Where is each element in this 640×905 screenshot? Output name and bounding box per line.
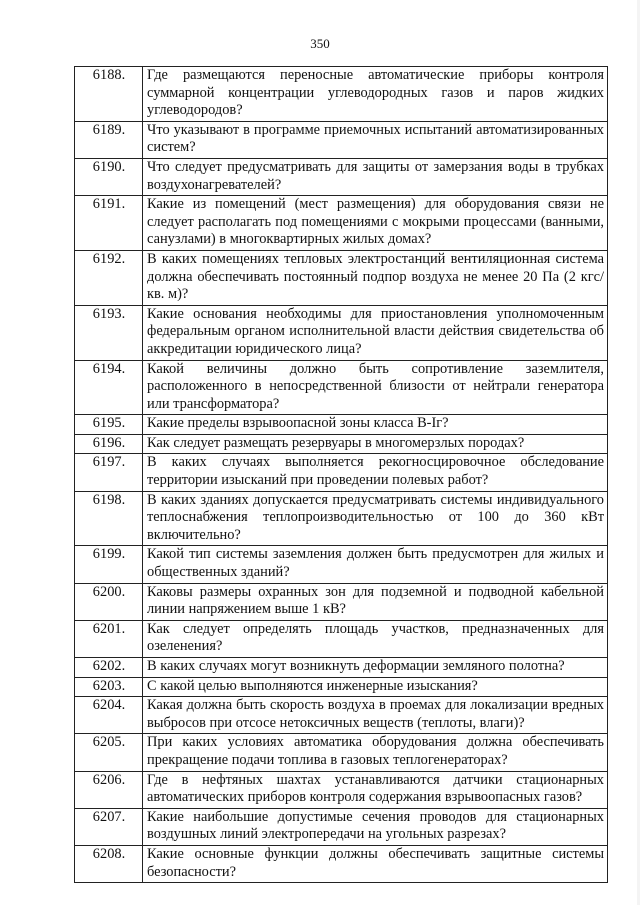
table-row bbox=[75, 677, 608, 697]
question-number: 6189. bbox=[75, 121, 143, 158]
questions-table-body bbox=[75, 67, 608, 883]
table-row bbox=[75, 620, 608, 657]
question-text: Какие основания необходимы для приостановления уполномоченным федеральным органом исполнительной власти действия свидетельства об аккредитации юридического лица? bbox=[143, 305, 608, 360]
question-number: 6199. bbox=[75, 546, 143, 583]
table-row bbox=[75, 415, 608, 435]
question-text: В каких случаях выполняется рекогносцировочное обследование территории изысканий при проведении полевых работ? bbox=[143, 454, 608, 491]
question-number: 6204. bbox=[75, 697, 143, 734]
question-number: 6192. bbox=[75, 250, 143, 305]
page-number: 350 bbox=[310, 36, 330, 51]
question-number: 6196. bbox=[75, 434, 143, 454]
table-row bbox=[75, 360, 608, 415]
question-text: Какой величины должно быть сопротивление заземлителя, расположенного в непосредственной близости от нейтрали генератора или трансформатора? bbox=[143, 360, 608, 415]
question-number: 6208. bbox=[75, 845, 143, 882]
table-row bbox=[75, 546, 608, 583]
table-row bbox=[75, 305, 608, 360]
question-text: Какой тип системы заземления должен быть предусмотрен для жилых и общественных зданий? bbox=[143, 546, 608, 583]
table-row bbox=[75, 250, 608, 305]
question-text: С какой целью выполняются инженерные изыскания? bbox=[143, 677, 608, 697]
table-row bbox=[75, 771, 608, 808]
table-row bbox=[75, 658, 608, 678]
table-row bbox=[75, 121, 608, 158]
questions-table bbox=[74, 66, 608, 883]
table-row bbox=[75, 491, 608, 546]
question-number: 6195. bbox=[75, 415, 143, 435]
question-text: Что следует предусматривать для защиты от замерзания воды в трубках воздухонагревателей? bbox=[143, 158, 608, 195]
table-row bbox=[75, 734, 608, 771]
table-row bbox=[75, 158, 608, 195]
question-number: 6206. bbox=[75, 771, 143, 808]
question-number: 6197. bbox=[75, 454, 143, 491]
table-row bbox=[75, 697, 608, 734]
question-number: 6191. bbox=[75, 196, 143, 251]
question-text: Какие пределы взрывоопасной зоны класса В-Iг? bbox=[143, 415, 608, 435]
question-text: При каких условиях автоматика оборудования должна обеспечивать прекращение подачи топлива в газовых теплогенераторах? bbox=[143, 734, 608, 771]
table-row bbox=[75, 583, 608, 620]
question-number: 6207. bbox=[75, 808, 143, 845]
question-text: Какие из помещений (мест размещения) для оборудования связи не следует располагать под помещениями с мокрыми процессами (ванными, санузлами) в многоквартирных жилых домах? bbox=[143, 196, 608, 251]
question-text: В каких случаях могут возникнуть деформации земляного полотна? bbox=[143, 658, 608, 678]
question-number: 6193. bbox=[75, 305, 143, 360]
question-text: В каких зданиях допускается предусматривать системы индивидуального теплоснабжения теплопроизводительностью от 100 до 360 кВт включительно? bbox=[143, 491, 608, 546]
question-text: В каких помещениях тепловых электростанций вентиляционная система должна обеспечивать постоянный подпор воздуха не менее 20 Па (2 кгс/кв. м)? bbox=[143, 250, 608, 305]
question-number: 6203. bbox=[75, 677, 143, 697]
table-row bbox=[75, 434, 608, 454]
table-row bbox=[75, 808, 608, 845]
question-text: Где размещаются переносные автоматические приборы контроля суммарной концентрации углеводородных газов и паров жидких углеводородов? bbox=[143, 67, 608, 122]
question-number: 6194. bbox=[75, 360, 143, 415]
question-text: Каковы размеры охранных зон для подземной и подводной кабельной линии напряжением выше 1 кВ? bbox=[143, 583, 608, 620]
table-row bbox=[75, 845, 608, 882]
question-number: 6205. bbox=[75, 734, 143, 771]
question-text: Какие наибольшие допустимые сечения проводов для стационарных воздушных линий электропередачи на угольных разрезах? bbox=[143, 808, 608, 845]
table-row bbox=[75, 454, 608, 491]
question-text: Как следует определять площадь участков, предназначенных для озеленения? bbox=[143, 620, 608, 657]
question-text: Где в нефтяных шахтах устанавливаются датчики стационарных автоматических приборов контроля содержания взрывоопасных газов? bbox=[143, 771, 608, 808]
question-text: Что указывают в программе приемочных испытаний автоматизированных систем? bbox=[143, 121, 608, 158]
table-row bbox=[75, 67, 608, 122]
question-number: 6202. bbox=[75, 658, 143, 678]
question-number: 6188. bbox=[75, 67, 143, 122]
question-number: 6200. bbox=[75, 583, 143, 620]
question-number: 6201. bbox=[75, 620, 143, 657]
question-text: Какая должна быть скорость воздуха в проемах для локализации вредных выбросов при отсосе нетоксичных веществ (теплоты, влаги)? bbox=[143, 697, 608, 734]
question-text: Как следует размещать резервуары в многомерзлых породах? bbox=[143, 434, 608, 454]
question-number: 6198. bbox=[75, 491, 143, 546]
question-text: Какие основные функции должны обеспечивать защитные системы безопасности? bbox=[143, 845, 608, 882]
table-row bbox=[75, 196, 608, 251]
question-number: 6190. bbox=[75, 158, 143, 195]
